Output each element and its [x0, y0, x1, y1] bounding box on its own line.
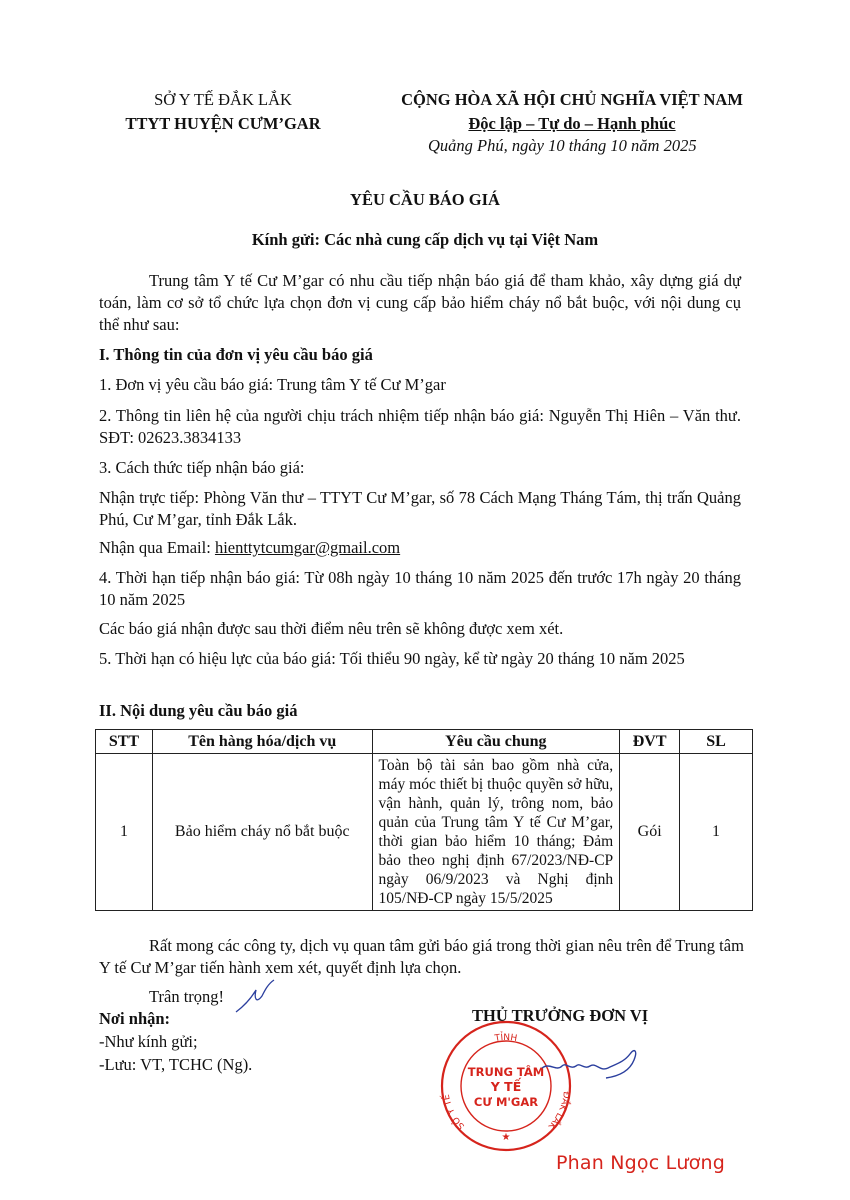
issuer-block — [98, 88, 348, 136]
col-header-requirement: Yêu cầu chung — [372, 730, 620, 754]
section1-item5: 5. Thời hạn có hiệu lực của báo giá: Tối thiểu 90 ngày, kể từ ngày 20 tháng 10 năm 2025 — [99, 649, 685, 668]
agency-name: SỞ Y TẾ ĐẮK LẮK — [154, 90, 292, 109]
late-note: Các báo giá nhận được sau thời điểm nêu trên sẽ không được xem xét. — [99, 619, 564, 638]
closing-request: Rất mong các công ty, dịch vụ quan tâm gửi báo giá trong thời gian nêu trên để Trung tâm Y tế Cư M’gar tiến hành xem xét, quyết định lựa chọn. — [99, 936, 744, 977]
section1-item4: 4. Thời hạn tiếp nhận báo giá: Từ 08h ngày 10 tháng 10 năm 2025 đến trước 17h ngày 20 tháng 10 năm 2025 — [99, 568, 741, 609]
request-table — [95, 729, 753, 911]
section2-heading: II. Nội dung yêu cầu báo giá — [99, 701, 298, 720]
signature-mark — [540, 1040, 650, 1090]
cell-name: Bảo hiểm cháy nổ bắt buộc — [152, 754, 372, 911]
recipient-line: Kính gửi: Các nhà cung cấp dịch vụ tại Việt Nam — [251, 230, 599, 249]
cell-stt: 1 — [96, 754, 153, 911]
section1-item2: 2. Thông tin liên hệ của người chịu trách nhiệm tiếp nhận báo giá: Nguyễn Thị Hiên – Văn thư. SĐT: 02623.3834133 — [99, 406, 741, 447]
table-row — [96, 754, 753, 911]
section1-item3: 3. Cách thức tiếp nhận báo giá: — [99, 458, 305, 477]
national-motto: Độc lập – Tự do – Hạnh phúc — [468, 114, 676, 133]
unit-name: TTYT HUYỆN CƯM’GAR — [125, 114, 321, 133]
stamp-ring-right: ĐẮK LẮK — [545, 1090, 571, 1131]
direct-receipt: Nhận trực tiếp: Phòng Văn thư – TTYT Cư M’gar, số 78 Cách Mạng Tháng Tám, thị trấn Quảng Phú, Cư M’gar, tỉnh Đắk Lắk. — [99, 488, 741, 529]
stamp-line-2: Y TẾ — [490, 1079, 522, 1094]
signer-name: Phan Ngọc Lương — [556, 1152, 725, 1174]
national-header — [368, 88, 776, 136]
col-header-name: Tên hàng hóa/dịch vụ — [152, 730, 372, 754]
recipients-heading: Nơi nhận: — [99, 1009, 171, 1028]
cell-unit: Gói — [620, 754, 680, 911]
table-header-row — [96, 730, 753, 754]
initial-mark — [232, 978, 282, 1018]
stamp-star-icon: ★ — [501, 1132, 511, 1143]
col-header-qty: SL — [680, 730, 753, 754]
stamp-line-3: CƯ M'GAR — [473, 1095, 539, 1109]
section1-heading: I. Thông tin của đơn vị yêu cầu báo giá — [99, 345, 373, 364]
recipient-item-1: -Như kính gửi; — [99, 1032, 198, 1051]
email-link[interactable]: hienttytcumgar@gmail.com — [214, 538, 401, 557]
stamp-ring-left: SỞ Y TẾ — [441, 1093, 468, 1131]
intro-paragraph: Trung tâm Y tế Cư M’gar có nhu cầu tiếp nhận báo giá để tham khảo, xây dựng giá dự toán, làm cơ sở tổ chức lựa chọn đơn vị cung cấp bảo hiểm cháy nổ bắt buộc, với nội dung cụ thể như sau: — [99, 271, 741, 334]
stamp-line-1: TRUNG TÂM — [467, 1065, 545, 1079]
cell-requirement: Toàn bộ tài sản bao gồm nhà cửa, máy móc thiết bị thuộc quyền sở hữu, vận hành, quản lý, trông nom, bảo quản của Trung tâm Y tế Cư M’gar, thời gian bảo hiểm 10 tháng; Đảm bảo theo nghị định 67/2023/NĐ-CP ngày 06/9/2023 và Nghị định 105/NĐ-CP ngày 15/5/2025 — [372, 754, 620, 911]
col-header-unit: ĐVT — [620, 730, 680, 754]
issue-date: Quảng Phú, ngày 10 tháng 10 năm 2025 — [428, 136, 697, 155]
republic-name: CỘNG HÒA XÃ HỘI CHỦ NGHĨA VIỆT NAM — [401, 90, 743, 109]
email-label: Nhận qua Email: — [99, 538, 215, 557]
email-receipt — [99, 537, 741, 559]
section1-item1: 1. Đơn vị yêu cầu báo giá: Trung tâm Y tế Cư M’gar — [99, 375, 446, 394]
signer-title: THỦ TRƯỞNG ĐƠN VỊ — [472, 1006, 649, 1025]
stamp-ring-top: TỈNH — [494, 1032, 518, 1045]
document-title: YÊU CẦU BÁO GIÁ — [350, 190, 500, 209]
cell-qty: 1 — [680, 754, 753, 911]
recipient-item-2: -Lưu: VT, TCHC (Ng). — [99, 1055, 253, 1074]
col-header-stt: STT — [96, 730, 153, 754]
closing-regards: Trân trọng! — [149, 987, 225, 1006]
